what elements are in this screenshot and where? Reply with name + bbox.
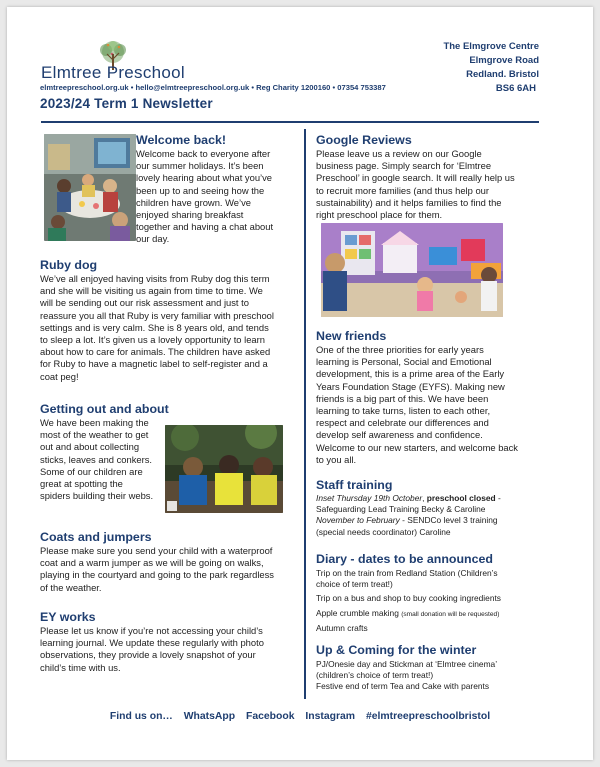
text-line: respect and celebrate our differences and [316, 417, 489, 429]
text-line: enjoyed sharing breakfast [136, 209, 244, 221]
text-line: develop self awareness and confidence. [316, 429, 483, 441]
logo-wordmark: Elmtree Preschool [41, 63, 185, 82]
text-line: learning is Personal, Social and Emotional [316, 356, 492, 368]
text-line: reassure you all that Ruby is very familiar with preschool [40, 309, 274, 321]
text-line: Welcome to our new starters, and welcome back [316, 441, 518, 453]
diary-list [316, 568, 501, 634]
separator: , [422, 493, 427, 503]
breakfast-photo [44, 134, 136, 241]
facebook-link[interactable]: Facebook [245, 711, 295, 722]
sendco-text: - SENDCo level 3 training [399, 515, 498, 526]
item-text: Apple crumble making [316, 607, 399, 618]
ruby-text [40, 273, 274, 383]
text-line: We have been making the [40, 417, 149, 428]
header-rule [41, 121, 539, 123]
whatsapp-link[interactable]: WhatsApp [183, 711, 236, 722]
list-item [316, 608, 501, 620]
footer-prefix: Find us on… [109, 711, 173, 722]
column-divider [304, 129, 306, 699]
text-line: been up to and seeing how the [136, 184, 265, 196]
text-line: to you all. [316, 453, 357, 465]
text-line [316, 515, 501, 526]
text-line: We’ve all enjoyed having visits from Ruby dog this term [40, 273, 270, 284]
text-line: of the weather. [40, 581, 102, 593]
getting-out-heading: Getting out and about [40, 402, 169, 416]
newsletter-title: 2023/24 Term 1 Newsletter [40, 96, 213, 111]
text-line: right preschool place for them. [316, 209, 443, 221]
text-line: Welcome back to everyone after [136, 148, 271, 159]
text-line: Please let us know if you’re not accessing your child’s [40, 625, 263, 636]
text-line: Preschool’ in google search. It will really help us [316, 172, 515, 184]
text-line: about how to care for animals. The children have asked [40, 346, 271, 358]
text-line: will be sending out our risk assessment and just to [40, 297, 249, 309]
new-friends-text [316, 344, 518, 466]
text-line: most of the weather to get [40, 429, 149, 441]
closed-notice: preschool closed [426, 493, 496, 503]
text-line: friends is a big part of this. We have been [316, 392, 489, 404]
list-item: Festive end of term Tea and Cake with parents [316, 681, 490, 692]
text-line: great at spotting the [40, 478, 123, 490]
text-line: learning to take turns, listen to each other, [316, 405, 491, 417]
text-line: business page. Simply search for ‘Elmtree [316, 160, 492, 172]
google-reviews-heading: Google Reviews [316, 133, 412, 147]
text-line: Some of our children are [40, 465, 143, 477]
item-note: (small donation will be requested) [401, 610, 500, 618]
text-line: out and about collecting [40, 441, 140, 453]
outdoor-photo [165, 425, 283, 513]
text-line: to sleep a lot. It’s given us a lovely opportunity to learn [40, 334, 265, 346]
address-line: Elmgrove Road [469, 55, 539, 66]
text-line: spiders building their webs. [40, 490, 154, 502]
newsletter-page [7, 7, 593, 760]
welcome-heading: Welcome back! [136, 133, 226, 147]
text-line: Please make sure you send your child with a waterproof [40, 545, 273, 556]
text-line: (special needs coordinator) Caroline [316, 526, 451, 537]
text-line: learning journal. We update these regularly with photo [40, 637, 264, 649]
ruby-heading: Ruby dog [40, 258, 98, 272]
list-item: Autumn crafts [316, 622, 368, 633]
staff-training-text [316, 493, 501, 538]
text-line: sticks, leaves and conkers. [40, 453, 153, 465]
diary-heading: Diary - dates to be announced [316, 552, 493, 566]
text-line: and she will be visiting us again from time to time. We [40, 285, 263, 297]
welcome-text [136, 148, 273, 246]
coats-heading: Coats and jumpers [40, 530, 152, 544]
text-line: observations, they provide a lovely snapshot of your [40, 649, 256, 661]
text-line: to recruit more families (and thus help our [316, 184, 489, 196]
text-line: sustainability) and it helps families to find the [316, 196, 502, 208]
text-line: together and having a chat about [136, 221, 274, 233]
text-line [316, 493, 501, 504]
google-reviews-text [316, 148, 515, 221]
postcode: BS6 6AH [495, 83, 536, 94]
coats-text [40, 545, 274, 594]
list-item: (children’s choice of term treat!) [316, 670, 434, 681]
text-line: child’s time with us. [40, 661, 121, 673]
winter-heading: Up & Coming for the winter [316, 643, 477, 657]
winter-list [316, 659, 497, 693]
dash: - [495, 493, 501, 503]
address-line: The Elmgrove Centre [443, 41, 539, 52]
ey-works-text [40, 625, 264, 674]
instagram-link[interactable]: Instagram [305, 711, 356, 722]
text-line: lovely hearing about what you’ve [136, 172, 273, 184]
inset-date: Inset Thursday 19th October [316, 493, 423, 503]
ey-works-heading: EY works [40, 610, 96, 624]
text-line: One of the three priorities for early years [316, 344, 484, 355]
new-friends-heading: New friends [316, 329, 387, 343]
text-line: Safeguarding Lead Training Becky & Caroline [316, 504, 486, 515]
footer-links [0, 711, 600, 722]
text-line: coat and a warm jumper as we will be going on walks, [40, 557, 264, 569]
sendco-dates: November to February [316, 515, 400, 526]
getting-out-text [40, 417, 153, 502]
text-line: our day. [136, 233, 170, 245]
text-line: children have grown. We’ve [136, 196, 251, 208]
text-line: coat peg! [40, 370, 79, 382]
text-line: for Ruby to have a magnetic label to self-register and a [40, 358, 268, 370]
hashtag-link[interactable]: #elmtreepreschoolbristol [365, 711, 491, 722]
list-item: Trip on a bus and shop to buy cooking ingredients [316, 593, 501, 604]
list-item: PJ/Onesie day and Stickman at ‘Elmtree cinema’ [316, 659, 498, 669]
address-block [443, 40, 539, 82]
text-line: Please leave us a review on our Google [316, 148, 482, 159]
text-line: playing in the courtyard and going to the park regardless [40, 569, 274, 581]
playroom-photo [321, 223, 503, 317]
contact-line[interactable]: elmtreepreschool.org.uk • hello@elmtreepreschool.org.uk • Reg Charity 1200160 • 07354 753387 [40, 83, 386, 92]
text-line: development, this is a prime area of the Early [316, 368, 505, 380]
staff-training-heading: Staff training [316, 478, 393, 492]
text-line: Years Foundation Stage (EYFS). Making new [316, 380, 505, 392]
text-line: settings and is very calm. She is 8 years old, and tends [40, 321, 269, 333]
address-line: Redland. Bristol [466, 69, 539, 80]
list-item: choice of term treat!) [316, 579, 393, 590]
text-line: our summer holidays. It’s been [136, 160, 264, 172]
list-item: Trip on the train from Redland Station (Children’s [316, 568, 498, 578]
